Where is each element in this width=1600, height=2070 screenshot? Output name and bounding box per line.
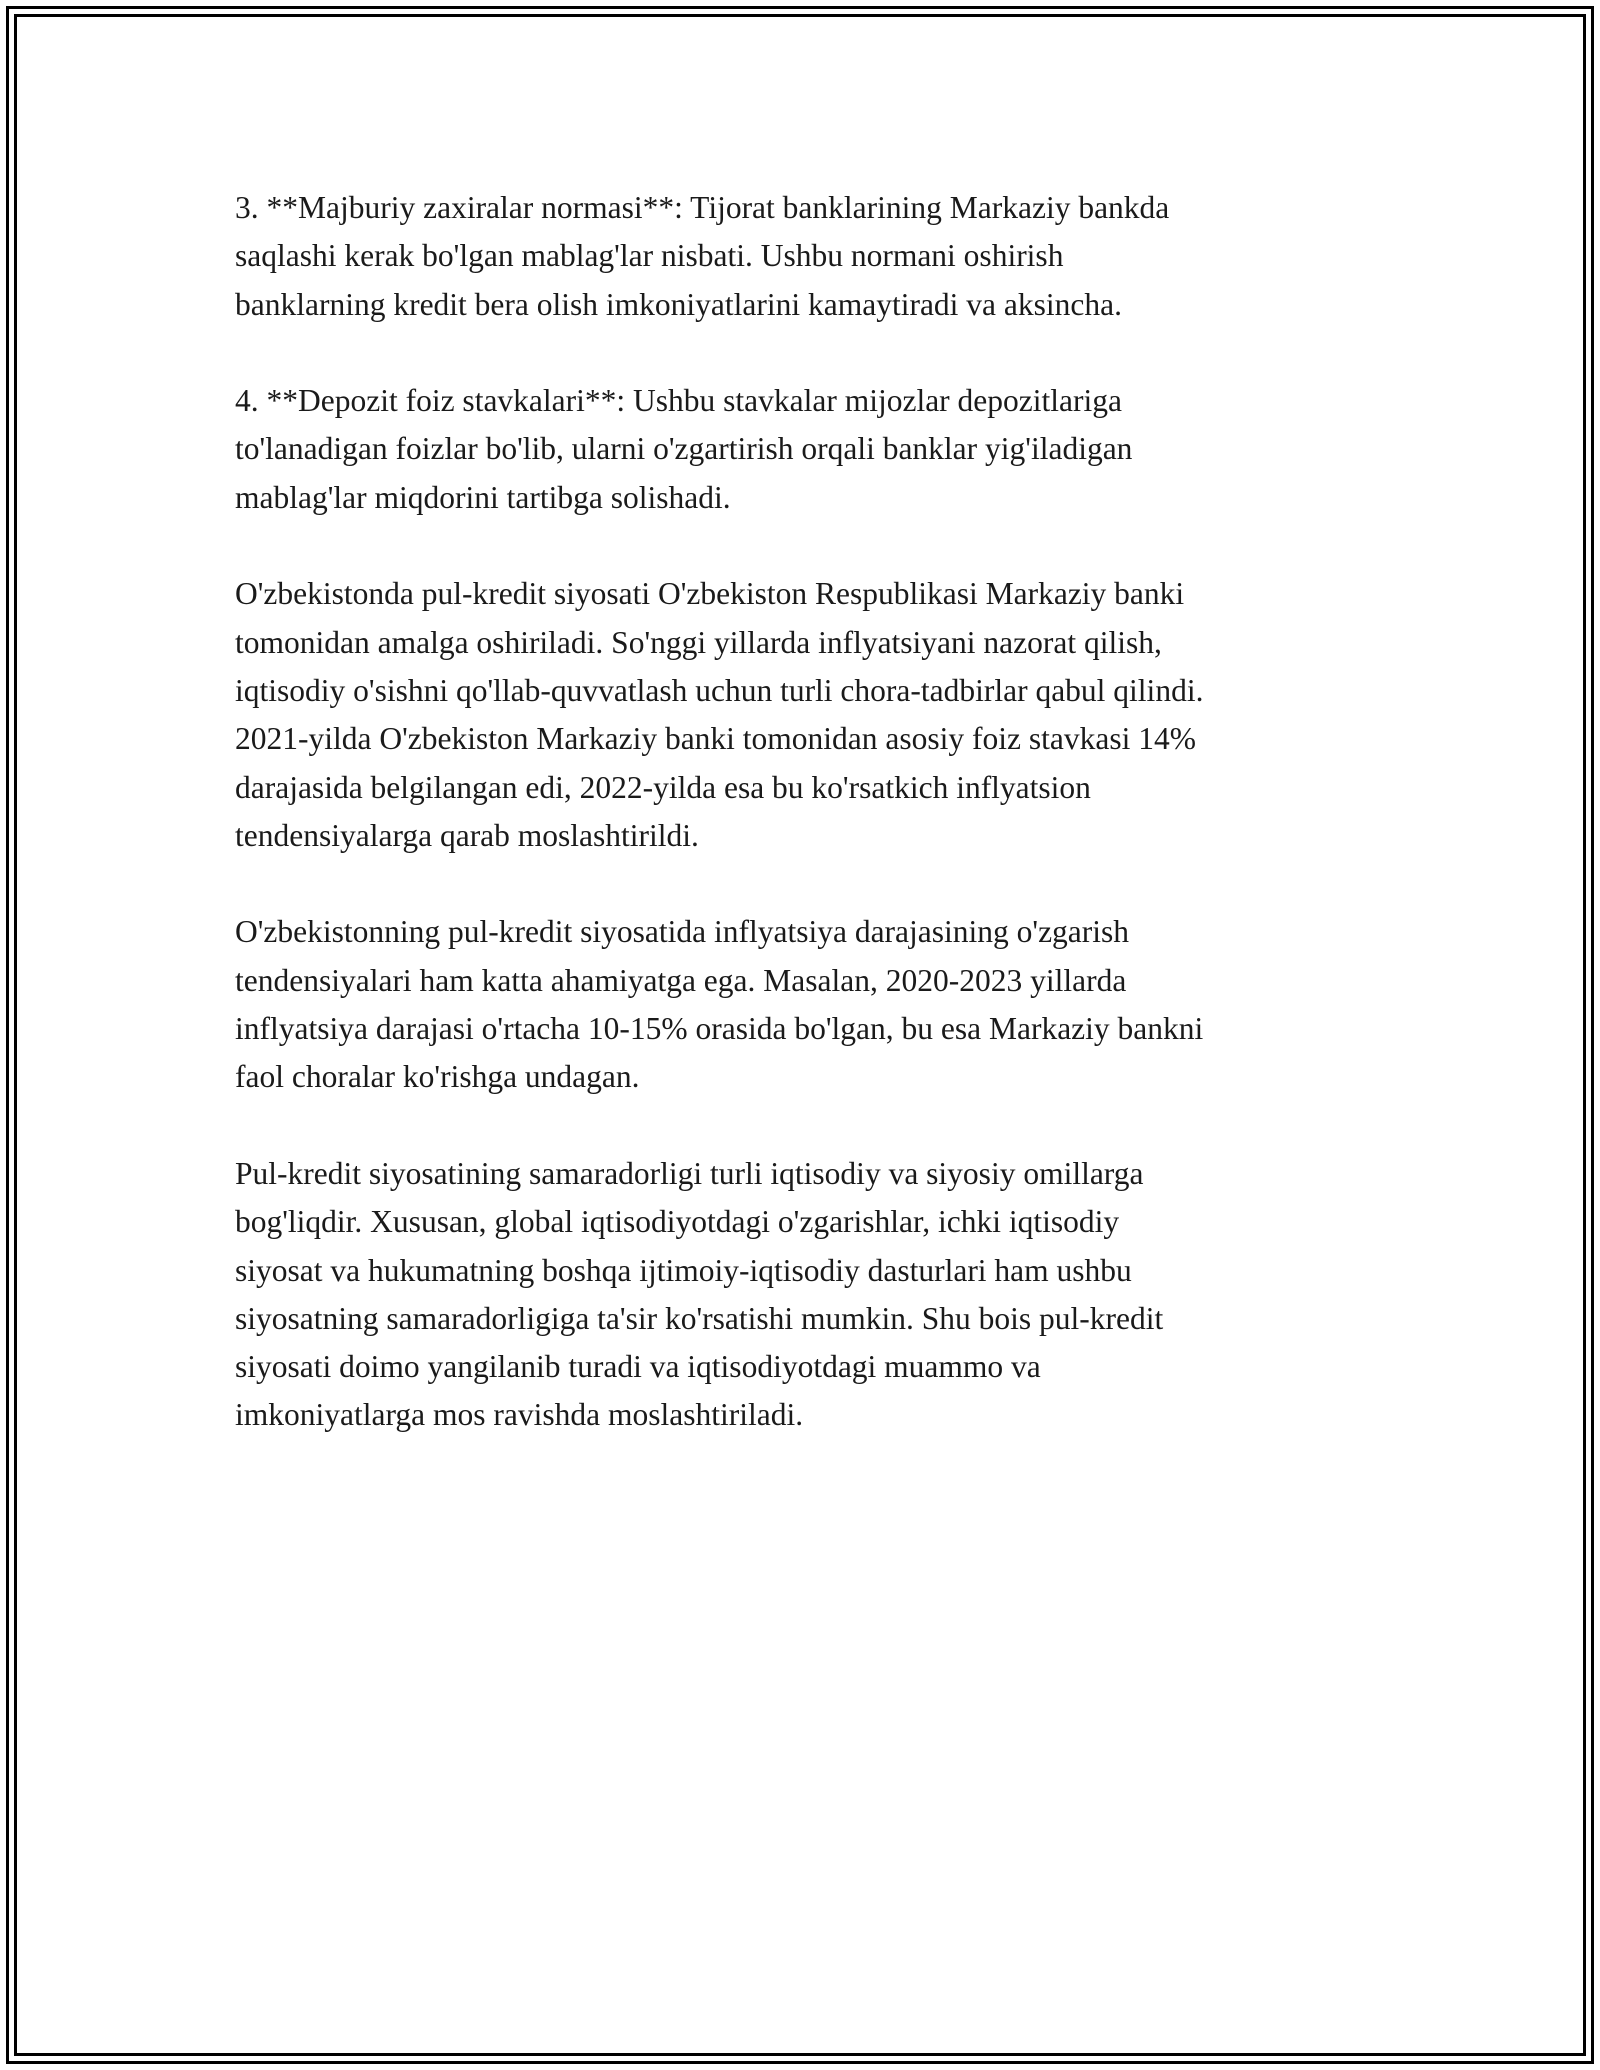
text-line: darajasida belgilangan edi, 2022-yilda esa bu ko'rsatkich inflyatsion — [235, 769, 1091, 805]
paragraph-uzbekistan-policy — [235, 570, 1385, 860]
text-line: O'zbekistonda pul-kredit siyosati O'zbekiston Respublikasi Markaziy banki — [235, 576, 1185, 612]
text-line: tendensiyalari ham katta ahamiyatga ega. Masalan, 2020-2023 yillarda — [235, 962, 1127, 998]
text-line: bog'liqdir. Xususan, global iqtisodiyotdagi o'zgarishlar, ichki iqtisodiy — [235, 1204, 1120, 1240]
text-line: banklarning kredit bera olish imkoniyatlarini kamaytiradi va aksincha. — [235, 286, 1122, 322]
text-line: siyosatning samaradorligiga ta'sir ko'rsatishi mumkin. Shu bois pul-kredit — [235, 1300, 1164, 1336]
text-line: 4. **Depozit foiz stavkalari**: Ushbu stavkalar mijozlar depozitlariga — [235, 383, 1122, 419]
paragraph-deposit-rates — [235, 377, 1385, 522]
text-line: Pul-kredit siyosatining samaradorligi turli iqtisodiy va siyosiy omillarga — [235, 1155, 1144, 1191]
text-line: to'lanadigan foizlar bo'lib, ularni o'zgartirish orqali banklar yig'iladigan — [235, 431, 1133, 467]
text-line: siyosat va hukumatning boshqa ijtimoiy-iqtisodiy dasturlari ham ushbu — [235, 1252, 1132, 1288]
text-line: mablag'lar miqdorini tartibga solishadi. — [235, 479, 731, 515]
paragraph-policy-effectiveness — [235, 1150, 1385, 1440]
text-line: faol choralar ko'rishga undagan. — [235, 1059, 640, 1095]
text-line: imkoniyatlarga mos ravishda moslashtiriladi. — [235, 1397, 804, 1433]
text-line: iqtisodiy o'sishni qo'llab-quvvatlash uchun turli chora-tadbirlar qabul qilindi. — [235, 672, 1204, 708]
document-body — [235, 184, 1385, 1488]
text-line: saqlashi kerak bo'lgan mablag'lar nisbati. Ushbu normani oshirish — [235, 238, 1064, 274]
text-line: tomonidan amalga oshiriladi. So'nggi yillarda inflyatsiyani nazorat qilish, — [235, 624, 1162, 660]
text-line: O'zbekistonning pul-kredit siyosatida inflyatsiya darajasining o'zgarish — [235, 914, 1130, 950]
text-line: siyosati doimo yangilanib turadi va iqtisodiyotdagi muammo va — [235, 1349, 1041, 1385]
text-line: 3. **Majburiy zaxiralar normasi**: Tijorat banklarining Markaziy bankda — [235, 190, 1170, 225]
paragraph-reserve-requirements — [235, 184, 1385, 329]
text-line: inflyatsiya darajasi o'rtacha 10-15% orasida bo'lgan, bu esa Markaziy bankni — [235, 1011, 1204, 1047]
paragraph-inflation-trends — [235, 908, 1385, 1101]
text-line: 2021-yilda O'zbekiston Markaziy banki tomonidan asosiy foiz stavkasi 14% — [235, 721, 1196, 757]
text-line: tendensiyalarga qarab moslashtirildi. — [235, 817, 699, 853]
